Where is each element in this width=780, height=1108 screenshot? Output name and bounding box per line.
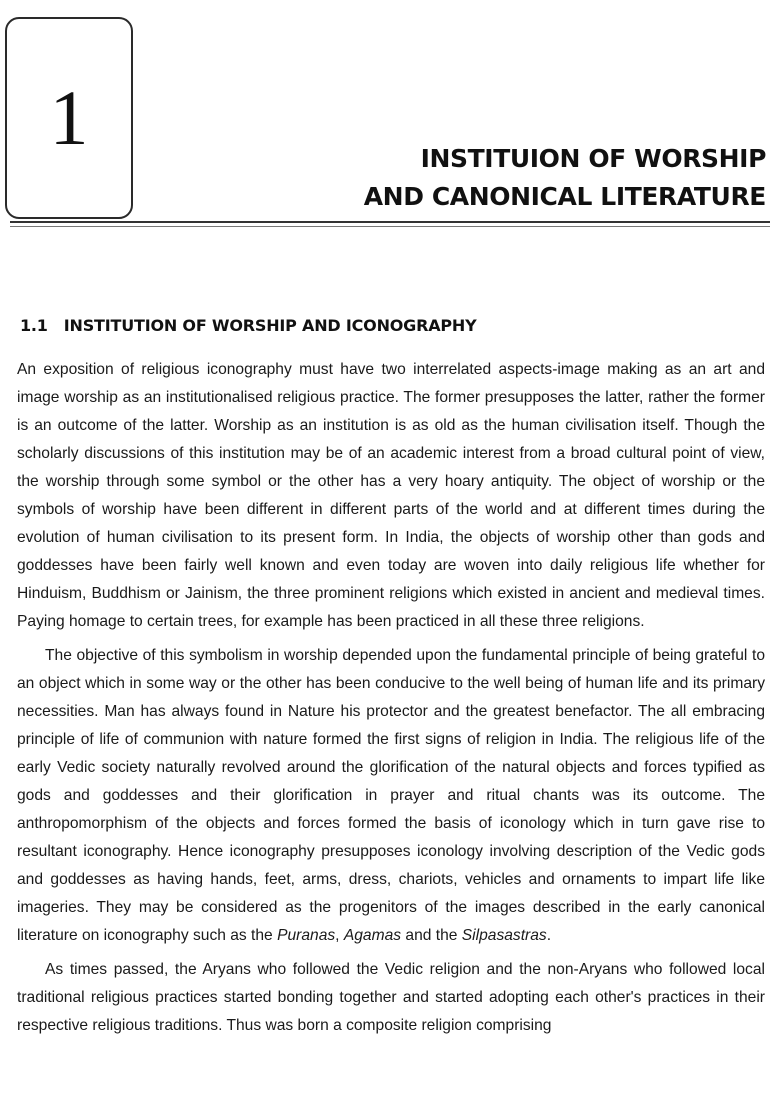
paragraph-1: An exposition of religious iconography must have two interrelated aspects-image making as an art and image worship as an institutionalised religious practice. The former presupposes the latter, rather the former is an outcome of the latter. Worship as an institution is as old as the human civilisation itself. Though the scholarly discussions of this institution may be of an academic interest from a broad cultural point of view, the worship through some symbol or the other has a very hoary antiquity. The object of worship or the symbols of worship have been different in different parts of the world and at different times during the evolution of human civilisation to its present form. In India, the objects of worship other than gods and goddesses have been fairly well known and even today are woven into daily religious life whether for Hinduism, Buddhism or Jainism, the three prominent religions which existed in ancient and medieval times. Paying homage to certain trees, for example has been practiced in all these three religions. (17, 361, 765, 630)
separator-1: , (335, 927, 344, 944)
section-heading (20, 315, 477, 337)
header-rule (10, 221, 770, 223)
body-text (17, 356, 765, 1040)
header-rule-thin (10, 226, 770, 227)
term-puranas: Puranas (277, 927, 336, 944)
term-silpasastras: Silpasastras (461, 927, 547, 944)
section-number: 1.1 (20, 316, 48, 335)
term-agamas: Agamas (343, 927, 402, 944)
paragraph-2 (17, 642, 765, 950)
paragraph-3: As times passed, the Aryans who followed the Vedic religion and the non-Aryans who followed local traditional religious practices started bonding together and started adopting each other's practices in their respective religious traditions. Thus was born a composite religion comprising (17, 961, 765, 1034)
paragraph-2-text: The objective of this symbolism in worship depended upon the fundamental principle of being grateful to an object which in some way or the other has been conducive to the well being of human life and its primary necessities. Man has always found in Nature his protector and the greatest benefactor. The all embracing principle of life of communion with nature formed the first signs of religion in India. The religious life of the early Vedic society naturally revolved around the glorification of the natural objects and forces typified as gods and goddesses and their glorification in prayer and ritual chants was its outcome. The anthropomorphism of the objects and forces formed the basis of iconology which in turn gave rise to resultant iconography. Hence iconography presupposes iconology involving description of the Vedic gods and goddesses as having hands, feet, arms, dress, chariots, vehicles and ornaments to impart life like imageries. They may be considered as the progenitors of the images described in the early canonical literature on iconography such as the (17, 647, 765, 944)
chapter-number: 1 (49, 74, 89, 161)
section-title: INSTITUTION OF WORSHIP AND ICONOGRAPHY (63, 316, 477, 335)
chapter-title-line-2: AND CANONICAL LITERATURE (363, 182, 766, 211)
chapter-title-line-1: INSTITUION OF WORSHIP (420, 144, 766, 173)
paragraph-2-end: . (546, 927, 552, 944)
separator-2: and the (401, 927, 462, 944)
chapter-title (364, 140, 766, 216)
chapter-number-box (5, 17, 133, 219)
